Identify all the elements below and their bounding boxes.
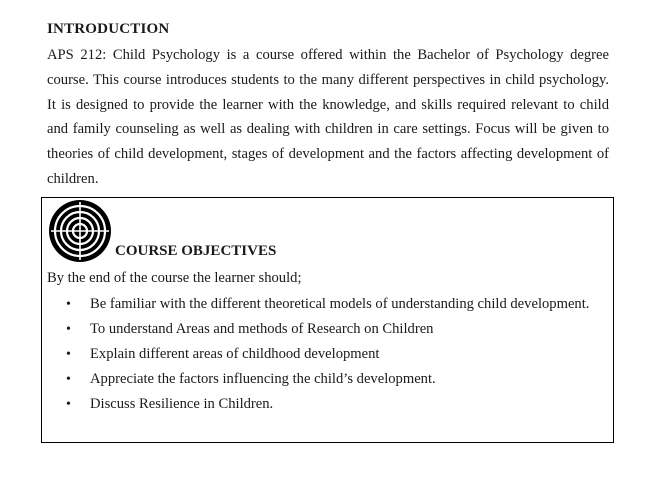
introduction-paragraph: APS 212: Child Psychology is a course offered within the Bachelor of Psychology degree course. This course introduces students to the many different perspectives in child psychology. It is designed to provide the learner with the knowledge, and skills required relevant to child and family counseling as well as dealing with children in care settings. Focus will be given to theories of child development, stages of development and the factors affecting development of children. xyxy=(47,47,609,187)
bullet-icon: • xyxy=(66,347,71,362)
target-icon xyxy=(48,199,112,263)
objective-text: Be familiar with the different theoretical models of understanding child development. xyxy=(90,296,590,312)
introduction-heading: INTRODUCTION xyxy=(47,21,170,37)
bullet-icon: • xyxy=(66,322,71,337)
bullet-icon: • xyxy=(66,397,71,412)
objective-text: To understand Areas and methods of Research on Children xyxy=(90,321,434,337)
bullet-icon: • xyxy=(66,372,71,387)
objective-text: Explain different areas of childhood development xyxy=(90,346,380,362)
objective-text: Appreciate the factors influencing the child’s development. xyxy=(90,371,436,387)
course-objectives-box xyxy=(41,197,614,443)
objectives-intro: By the end of the course the learner should; xyxy=(47,270,302,286)
bullet-icon: • xyxy=(66,297,71,312)
objective-text: Discuss Resilience in Children. xyxy=(90,396,274,412)
course-objectives-heading: COURSE OBJECTIVES xyxy=(115,243,277,259)
